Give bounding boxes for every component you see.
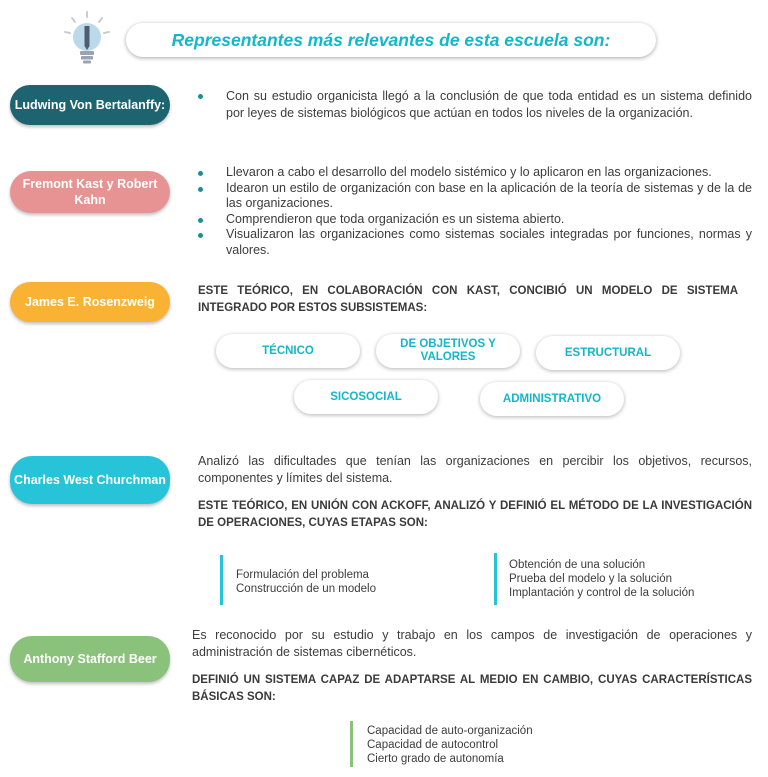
name-badge-rosenzweig: James E. Rosenzweig [10,282,170,322]
list-item: Prueba del modelo y la solución [509,573,673,585]
stages-left [236,568,476,596]
list-item: Implantación y control de la solución [509,587,695,599]
subsystem-estructural: ESTRUCTURAL [536,336,680,370]
name-badge-beer: Anthony Stafford Beer [10,636,170,682]
list-item: Idearon un estilo de organización con base en la aplicación de la teoría de sistemas y de la de las organizaciones. [198,181,752,212]
stages-right [509,558,759,600]
rosenzweig-text: ESTE TEÓRICO, EN COLABORACIÓN CON KAST, CONCIBIÓ UN MODELO DE SISTEMA INTEGRADO POR ESTOS SUBSISTEMAS: [198,285,738,314]
page-title: Representantes más relevantes de esta escuela son: [126,23,656,57]
beer-caps-text: DEFINIÓ UN SISTEMA CAPAZ DE ADAPTARSE AL MEDIO EN CAMBIO, CUYAS CARACTERÍSTICAS BÁSICAS SON: [192,674,752,703]
subsystem-administrativo: ADMINISTRATIVO [480,382,624,416]
list-item: Llevaron a cabo el desarrollo del modelo sistémico y lo aplicaron en las organizaciones. [198,165,752,181]
list-item: Formulación del problema [236,569,369,581]
list-item: Capacidad de auto-organización [367,725,533,737]
name-badge-churchman: Charles West Churchman [10,456,170,504]
list-item: Obtención de una solución [509,559,646,571]
list-item: Visualizaron las organizaciones como sistemas sociales integradas por funciones, normas y valores. [198,227,752,258]
name-badge-kast-kahn: Fremont Kast y Robert Kahn [10,171,170,213]
list-item: Capacidad de autocontrol [367,739,499,751]
list-item: Construcción de un modelo [236,583,376,595]
list-item: Comprendieron que toda organización es un sistema abierto. [198,212,752,228]
churchman-text: Analizó las dificultades que tenían las organizaciones en percibir los objetivos, recursos, componentes y límites del sistema. [198,454,752,485]
subsystem-sicosocial: SICOSOCIAL [294,380,438,414]
list-item: Cierto grado de autonomía [367,753,504,765]
churchman-caps-text: ESTE TEÓRICO, EN UNIÓN CON ACKOFF, ANALIZÓ Y DEFINIÓ EL MÉTODO DE LA INVESTIGACIÓN DE OPERACIONES, CUYAS ETAPAS SON: [198,500,752,529]
stage-divider [220,555,223,605]
beer-features [367,724,627,766]
list-item: Con su estudio organicista llegó a la conclusión de que toda entidad es un sistema definido por leyes de sistemas biológicos que actúan en todos los niveles de la organización. [198,88,752,122]
kast-kahn-bullets [198,165,752,258]
stage-divider [494,553,497,605]
lightbulb-icon [62,10,112,70]
feature-divider [350,721,353,767]
bertalanffy-bullets [198,88,752,122]
beer-text: Es reconocido por su estudio y trabajo en los campos de investigación de operaciones y administración de sistemas cibernéticos. [192,628,752,659]
subsystem-objetivos-valores: DE OBJETIVOS Y VALORES [376,334,520,368]
name-badge-bertalanffy: Ludwing Von Bertalanffy: [10,85,170,125]
subsystem-tecnico: TÉCNICO [216,334,360,368]
